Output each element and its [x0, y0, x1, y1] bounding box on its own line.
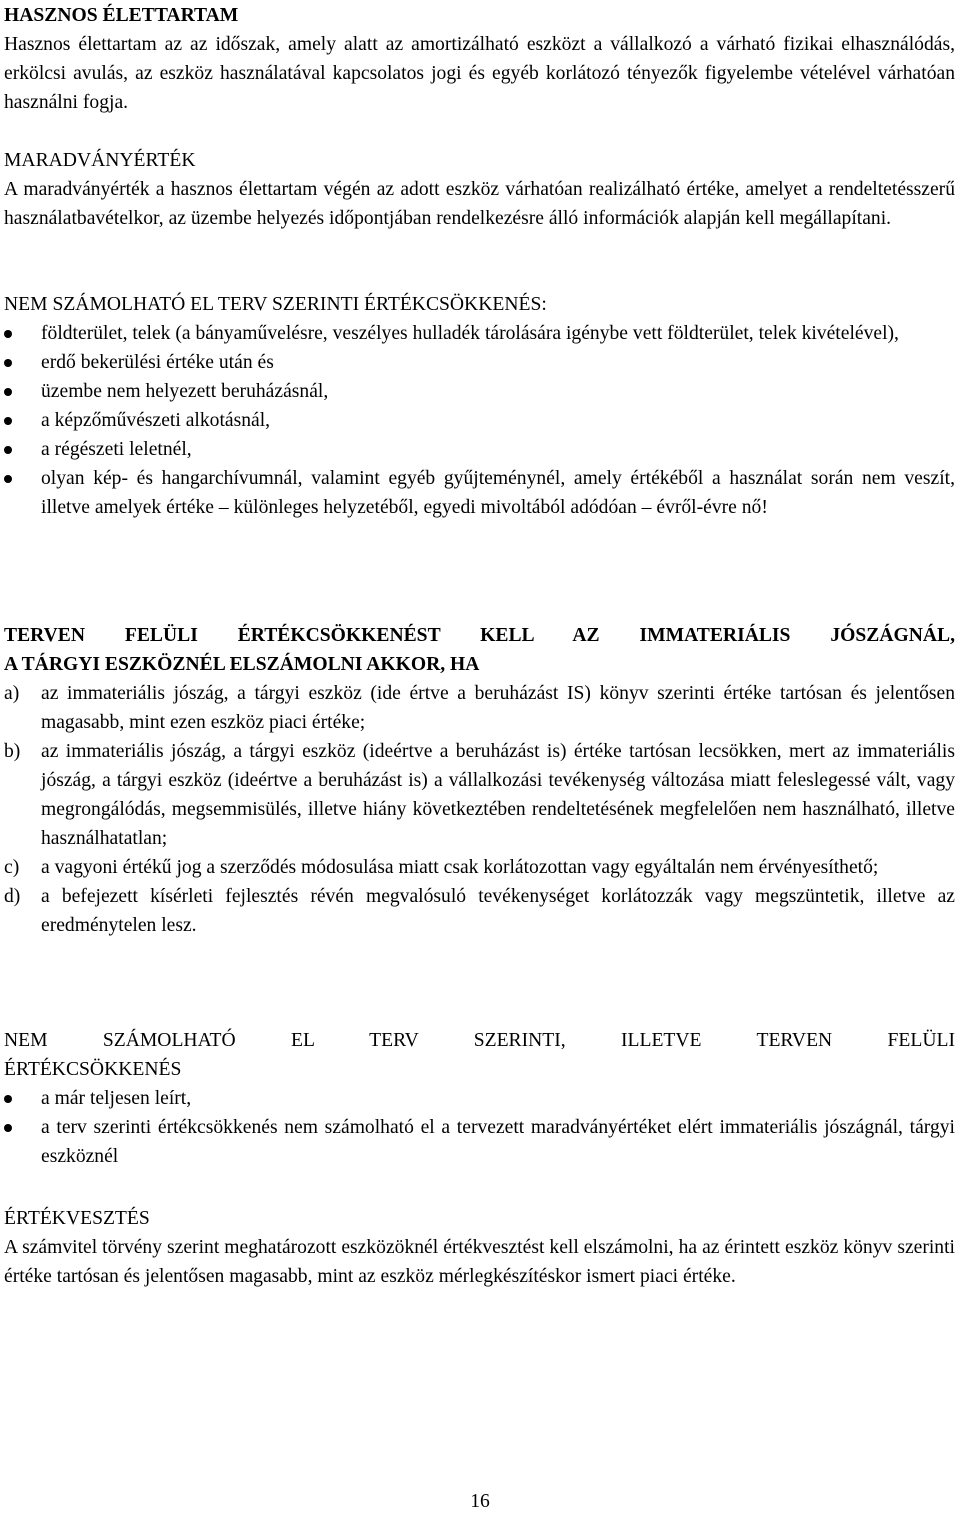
- bullet-icon: [4, 388, 12, 396]
- list-item: [4, 435, 955, 464]
- list-item: [4, 882, 955, 940]
- section-maradvanyertek: [4, 146, 955, 233]
- section-nem-szamolhato-2: [4, 1026, 955, 1171]
- list-item: [4, 319, 955, 348]
- list-item: [4, 1084, 955, 1113]
- list-marker: d): [4, 886, 21, 907]
- section-heading: NEM SZÁMOLHATÓ EL TERV SZERINTI, ILLETVE TERVEN FELÜLI: [4, 1030, 955, 1051]
- list-item: [4, 406, 955, 435]
- section-paragraph: Hasznos élettartam az az időszak, amely alatt az amortizálható eszközt a vállalkozó a várható fizikai elhasználódás, erkölcsi avulás, az eszköz használatával kapcsolatos jogi és egyéb korlátozó tényezők figyelembe vételével várhatóan használni fogja.: [4, 34, 955, 113]
- list-marker: c): [4, 857, 20, 878]
- list-item-text: a régészeti leletnél,: [41, 439, 192, 460]
- list-marker: a): [4, 683, 20, 704]
- list-item-text: az immateriális jószág, a tárgyi eszköz (ide értve a beruházást IS) könyv szerinti értéke tartósan és jelentősen magasabb, mint ezen eszköz piaci értéke;: [41, 683, 955, 733]
- list-item: [4, 737, 955, 853]
- section-heading: HASZNOS ÉLETTARTAM: [4, 5, 239, 26]
- section-heading: TERVEN FELÜLI ÉRTÉKCSÖKKENÉST KELL AZ IMMATERIÁLIS JÓSZÁGNÁL,: [4, 625, 955, 646]
- list-item: [4, 679, 955, 737]
- list-item-text: a vagyoni értékű jog a szerződés módosulása miatt csak korlátozottan vagy egyáltalán nem érvényesíthető;: [41, 857, 879, 878]
- list-item-text: a terv szerinti értékcsökkenés nem számolható el a tervezett maradványértéket elért immateriális jószágnál, tárgyi eszköznél: [41, 1117, 955, 1167]
- page-number: 16: [470, 1491, 490, 1512]
- section-heading: MARADVÁNYÉRTÉK: [4, 150, 196, 171]
- list-item-text: a befejezett kísérleti fejlesztés révén megvalósuló tevékenységet korlátozzák vagy megszüntetik, illetve az eredménytelen lesz.: [41, 886, 955, 936]
- list-item: [4, 348, 955, 377]
- list-item: [4, 853, 955, 882]
- section-heading: NEM SZÁMOLHATÓ EL TERV SZERINTI ÉRTÉKCSÖKKENÉS:: [4, 294, 547, 315]
- list-item-text: üzembe nem helyezett beruházásnál,: [41, 381, 329, 402]
- section-heading-continued: ÉRTÉKCSÖKKENÉS: [4, 1059, 182, 1080]
- list-marker: b): [4, 741, 21, 762]
- list-item-text: a már teljesen leírt,: [41, 1088, 192, 1109]
- section-terven-feluli: [4, 621, 955, 940]
- bullet-icon: [4, 330, 12, 338]
- bullet-list: [4, 319, 955, 522]
- section-heading: ÉRTÉKVESZTÉS: [4, 1208, 150, 1229]
- bullet-icon: [4, 446, 12, 454]
- section-paragraph: A számvitel törvény szerint meghatározott eszközöknél értékvesztést kell elszámolni, ha az érintett eszköz könyv szerinti értéke tartósan és jelentősen magasabb, mint az eszköz mérlegkészítéskor ismert piaci értéke.: [4, 1237, 955, 1287]
- bullet-icon: [4, 1095, 12, 1103]
- section-heading-continued: A TÁRGYI ESZKÖZNÉL ELSZÁMOLNI AKKOR, HA: [4, 654, 480, 675]
- list-item-text: olyan kép- és hangarchívumnál, valamint egyéb gyűjteménynél, amely értékéből a használat során nem veszít, illetve amelyek értéke – különleges helyzetéből, egyedi mivoltából adódóan – évről-évre nő!: [41, 468, 955, 518]
- list-item-text: az immateriális jószág, a tárgyi eszköz (ideértve a beruházást is) értéke tartósan lecsökken, mert az immateriális jószág, a tárgyi eszköz (ideértve a beruházást is) a vállalkozási tevékenység változása miatt feleslegessé vált, vagy megrongálódás, megsemmisülés, illetve hiány következtében rendeltetésének megfelelően nem használható, illetve használhatatlan;: [41, 741, 955, 849]
- bullet-icon: [4, 1124, 12, 1132]
- lettered-list: [4, 679, 955, 940]
- section-paragraph: A maradványérték a hasznos élettartam végén az adott eszköz várhatóan realizálható értéke, amelyet a rendeltetésszerű használatbavételkor, az üzembe helyezés időpontjában rendelkezésre álló információk alapján kell megállapítani.: [4, 179, 955, 229]
- section-hasznos-elettartam: [4, 1, 955, 117]
- bullet-icon: [4, 359, 12, 367]
- list-item-text: a képzőművészeti alkotásnál,: [41, 410, 271, 431]
- section-nem-szamolhato: [4, 290, 955, 522]
- bullet-icon: [4, 417, 12, 425]
- list-item: [4, 377, 955, 406]
- list-item-text: erdő bekerülési értéke után és: [41, 352, 274, 373]
- bullet-list: [4, 1084, 955, 1171]
- list-item-text: földterület, telek (a bányaművelésre, veszélyes hulladék tárolására igénybe vett földterület, telek kivételével),: [41, 323, 899, 344]
- section-ertekvesztes: [4, 1204, 955, 1291]
- list-item: [4, 464, 955, 522]
- list-item: [4, 1113, 955, 1171]
- bullet-icon: [4, 475, 12, 483]
